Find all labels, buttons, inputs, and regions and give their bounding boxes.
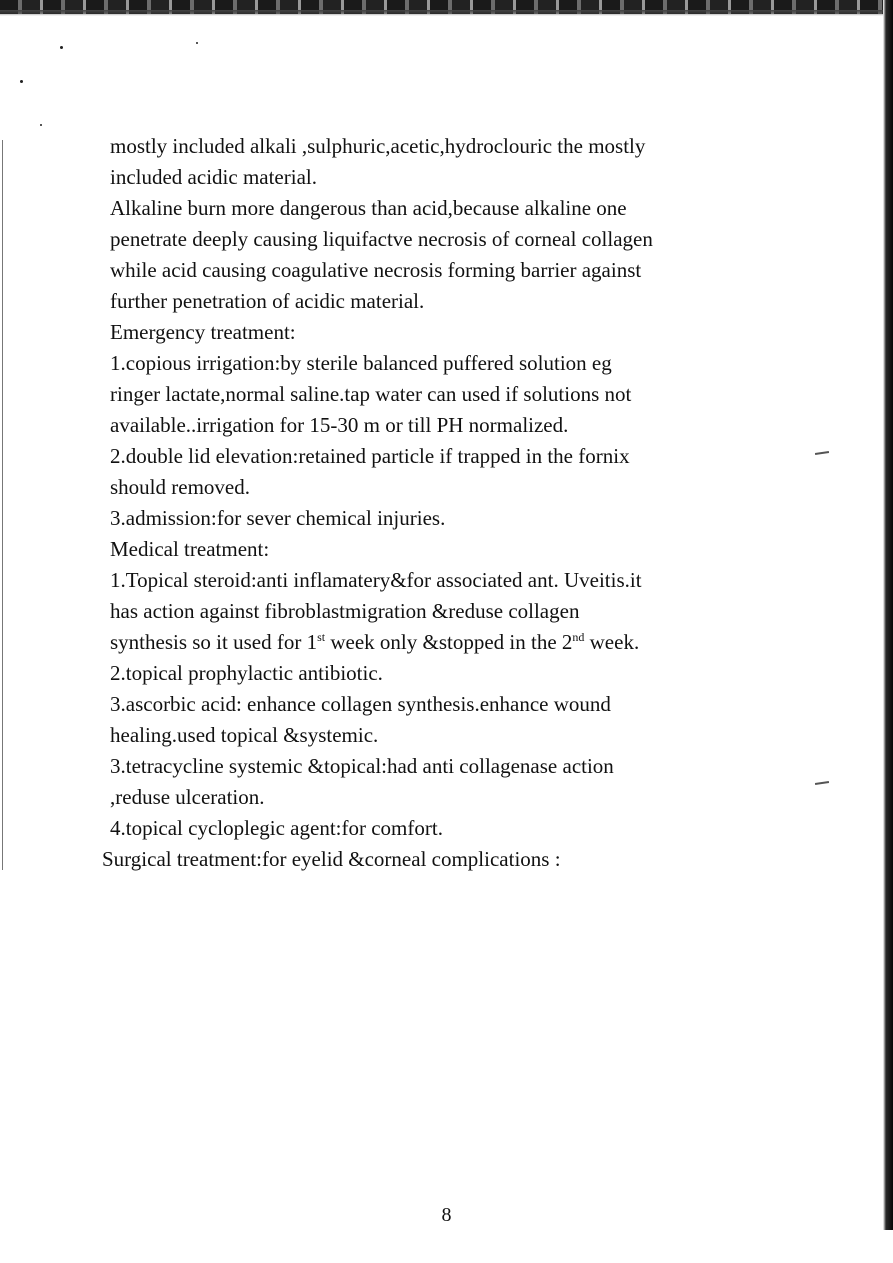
text-line: 1.copious irrigation:by sterile balanced puffered solution eg [110,351,612,375]
scan-speck [60,46,63,49]
scan-mark [815,451,829,455]
text-line: 3.tetracycline systemic &topical:had anti collagenase action [110,754,614,778]
text-line: included acidic material. [110,165,317,189]
text-line: 2.topical prophylactic antibiotic. [110,661,383,685]
body-text [102,131,720,875]
scan-border-right [883,0,893,1230]
scan-speck [40,124,42,126]
text-line: 3.admission:for sever chemical injuries. [110,506,446,530]
section-heading-surgical: Surgical treatment:for eyelid &corneal complications : [102,847,561,871]
scan-mark [815,781,829,785]
text-line: mostly included alkali ,sulphuric,acetic,hydroclouric the mostly [110,134,646,158]
text-line: should removed. [110,475,250,499]
scan-border-top-fade [0,10,893,16]
text-line: 4.topical cycloplegic agent:for comfort. [110,816,443,840]
scan-speck [196,42,198,44]
text-line: Alkaline burn more dangerous than acid,because alkaline one [110,196,627,220]
text-fragment: week only &stopped in the 2 [325,630,573,654]
superscript-nd: nd [572,630,585,644]
text-line: further penetration of acidic material. [110,289,425,313]
scan-border-left [2,140,3,870]
text-line: penetrate deeply causing liquifactve necrosis of corneal collagen [110,227,653,251]
text-line-steroid-duration [110,627,720,658]
text-line: 1.Topical steroid:anti inflamatery&for associated ant. Uveitis.it [110,568,642,592]
text-line: has action against fibroblastmigration &reduse collagen [110,599,580,623]
section-heading-emergency: Emergency treatment: [110,320,296,344]
page-number: 8 [441,1204,452,1226]
superscript-st: st [317,630,326,644]
text-line: ,reduse ulceration. [110,785,265,809]
text-line: 2.double lid elevation:retained particle if trapped in the fornix [110,444,630,468]
text-line: 3.ascorbic acid: enhance collagen synthesis.enhance wound [110,692,611,716]
text-line: ringer lactate,normal saline.tap water can used if solutions not [110,382,632,406]
text-fragment: week. [584,630,640,654]
section-heading-medical: Medical treatment: [110,537,270,561]
scan-speck [20,80,23,83]
text-line: while acid causing coagulative necrosis forming barrier against [110,258,642,282]
text-fragment: synthesis so it used for 1 [110,630,318,654]
text-line: available..irrigation for 15-30 m or till PH normalized. [110,413,569,437]
text-line: healing.used topical &systemic. [110,723,379,747]
